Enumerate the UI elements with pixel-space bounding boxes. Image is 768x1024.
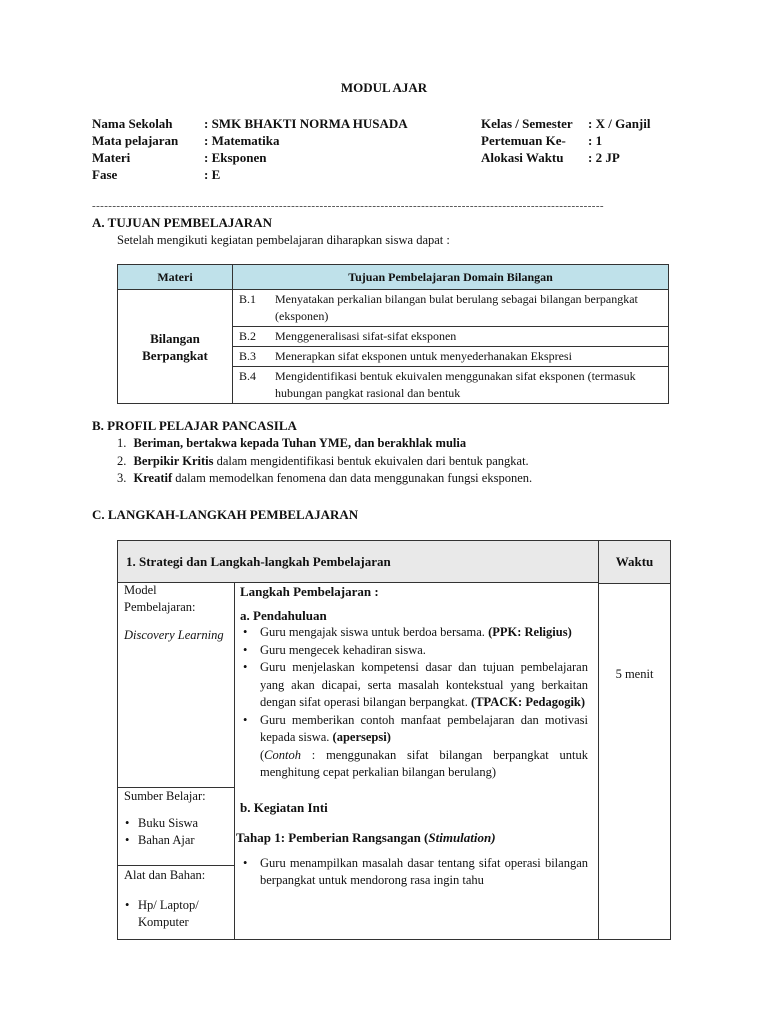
pend-item <box>240 659 588 712</box>
meta-label: Fase <box>92 167 118 182</box>
tahap-italic: Stimulation) <box>428 830 496 845</box>
tp-code: B.2 <box>233 327 270 347</box>
contoh-rest: : menggunakan sifat bilangan berpangkat untuk menghitung cepat perkalian bilangan berulang) <box>260 747 588 779</box>
tp-text: Menyatakan perkalian bilangan bulat berulang sebagai bilangan berpangkat (eksponen) <box>269 290 669 327</box>
sumber-label: Sumber Belajar: <box>124 789 206 803</box>
pend-text: Guru mengajak siswa untuk berdoa bersama. <box>260 625 489 639</box>
meta-value: : 1 <box>588 133 603 148</box>
meta-label: Alokasi Waktu <box>481 150 564 165</box>
sumber-item: • Bahan Ajar <box>124 832 224 849</box>
tujuan-table <box>117 264 669 404</box>
profil-item <box>117 471 532 486</box>
materi-cell <box>118 290 233 404</box>
col-divider <box>598 541 599 939</box>
langkah-content <box>236 583 588 890</box>
waktu-header: Waktu <box>599 541 670 584</box>
section-a-intro: Setelah mengikuti kegiatan pembelajaran diharapkan siswa dapat : <box>117 233 450 247</box>
document-title: MODUL AJAR <box>340 80 428 95</box>
pend-item <box>240 712 588 747</box>
item-rest: dalam memodelkan fenomena dan data menggunakan fungsi eksponen. <box>172 471 533 485</box>
sumber-list <box>124 815 224 849</box>
section-b-heading: B. PROFIL PELAJAR PANCASILA <box>92 418 297 433</box>
meta-label: Materi <box>92 150 131 165</box>
tp-code: B.1 <box>233 290 270 327</box>
item-rest: dalam mengidentifikasi bentuk ekuivalen dari bentuk pangkat. <box>213 454 529 468</box>
pendahuluan-heading: a. Pendahuluan <box>240 607 327 623</box>
alat-list <box>124 897 220 931</box>
sumber-item: • Buku Siswa <box>124 815 224 832</box>
tp-code: B.4 <box>233 367 270 404</box>
section-c-heading: C. LANGKAH-LANGKAH PEMBELAJARAN <box>92 507 359 522</box>
meta-label: Mata pelajaran <box>92 133 179 148</box>
row-divider <box>118 865 234 866</box>
item-number: 3. <box>117 471 127 485</box>
langkah-table <box>117 540 671 940</box>
meta-value: : E <box>204 167 221 182</box>
meta-value: : X / Ganjil <box>588 116 651 131</box>
meta-value: : Matematika <box>204 133 280 148</box>
contoh-open: ( <box>260 747 265 762</box>
col-tujuan: Tujuan Pembelajaran Domain Bilangan <box>233 265 669 290</box>
meta-value: : 2 JP <box>588 150 620 165</box>
pend-text: Guru memberikan contoh manfaat pembelajaran dan motivasi kepada siswa. <box>260 712 588 744</box>
tp-text: Menerapkan sifat eksponen untuk menyederhanakan Ekspresi <box>269 347 669 367</box>
inti-heading: b. Kegiatan Inti <box>240 799 328 815</box>
meta-label: Kelas / Semester <box>481 116 573 131</box>
tahap-heading <box>236 829 588 847</box>
contoh-note <box>240 747 588 782</box>
pend-item <box>240 624 588 642</box>
profil-item <box>117 454 529 469</box>
pend-text: Guru menjelaskan kompetensi dasar dan tujuan pembelajaran yang akan dicapai, serta masalah kontekstual yang berkaitan dengan sifat operasi bilangan berpangkat. <box>260 660 588 709</box>
pend-bold: (TPACK: Pedagogik) <box>471 695 586 709</box>
pend-text: Guru mengecek kehadiran siswa. <box>260 642 426 657</box>
tp-code: B.3 <box>233 347 270 367</box>
contoh-italic: Contoh <box>264 747 301 762</box>
profil-item <box>117 436 466 451</box>
item-number: 1. <box>117 436 127 450</box>
dashed-divider: ------------------------------------------------------------------------------------------------------------------------------ <box>92 200 604 212</box>
alat-label: Alat dan Bahan: <box>124 868 206 882</box>
model-label: Model Pembelajaran: <box>124 583 196 614</box>
item-bold: Kreatif <box>133 471 173 485</box>
pend-item <box>240 642 588 660</box>
col-divider <box>234 583 235 939</box>
model-value: Discovery Learning <box>124 628 224 642</box>
pend-bold: (PPK: Religius) <box>488 625 572 639</box>
section-a-heading: A. TUJUAN PEMBELAJARAN <box>92 215 272 230</box>
waktu-value: 5 menit <box>615 667 654 681</box>
item-bold: Beriman, bertakwa kepada Tuhan YME, dan berakhlak mulia <box>133 436 467 450</box>
meta-label: Nama Sekolah <box>92 116 173 131</box>
materi-line: Berpangkat <box>142 347 208 363</box>
langkah-title: Langkah Pembelajaran : <box>240 584 379 599</box>
meta-value: : SMK BHAKTI NORMA HUSADA <box>204 116 408 131</box>
pend-bold: (apersepsi) <box>332 730 391 744</box>
item-bold: Berpikir Kritis <box>133 454 214 468</box>
materi-line: Bilangan <box>150 330 200 346</box>
col-materi: Materi <box>118 265 233 290</box>
meta-value: : Eksponen <box>204 150 267 165</box>
alat-item: • Hp/ Laptop/ Komputer <box>124 897 220 931</box>
meta-label: Pertemuan Ke- <box>481 133 566 148</box>
item-number: 2. <box>117 454 127 468</box>
langkah-header: 1. Strategi dan Langkah-langkah Pembelajaran <box>118 541 598 583</box>
tp-text: Mengidentifikasi bentuk ekuivalen menggunakan sifat eksponen (termasuk hubungan pangkat rasional dan bentuk <box>269 367 669 404</box>
tahap-bold: Tahap 1: Pemberian Rangsangan ( <box>236 830 429 845</box>
tp-text: Menggeneralisasi sifat-sifat eksponen <box>269 327 669 347</box>
inti-item: • Guru menampilkan masalah dasar tentang sifat operasi bilangan berpangkat untuk mendorong rasa ingin tahu <box>240 855 588 890</box>
